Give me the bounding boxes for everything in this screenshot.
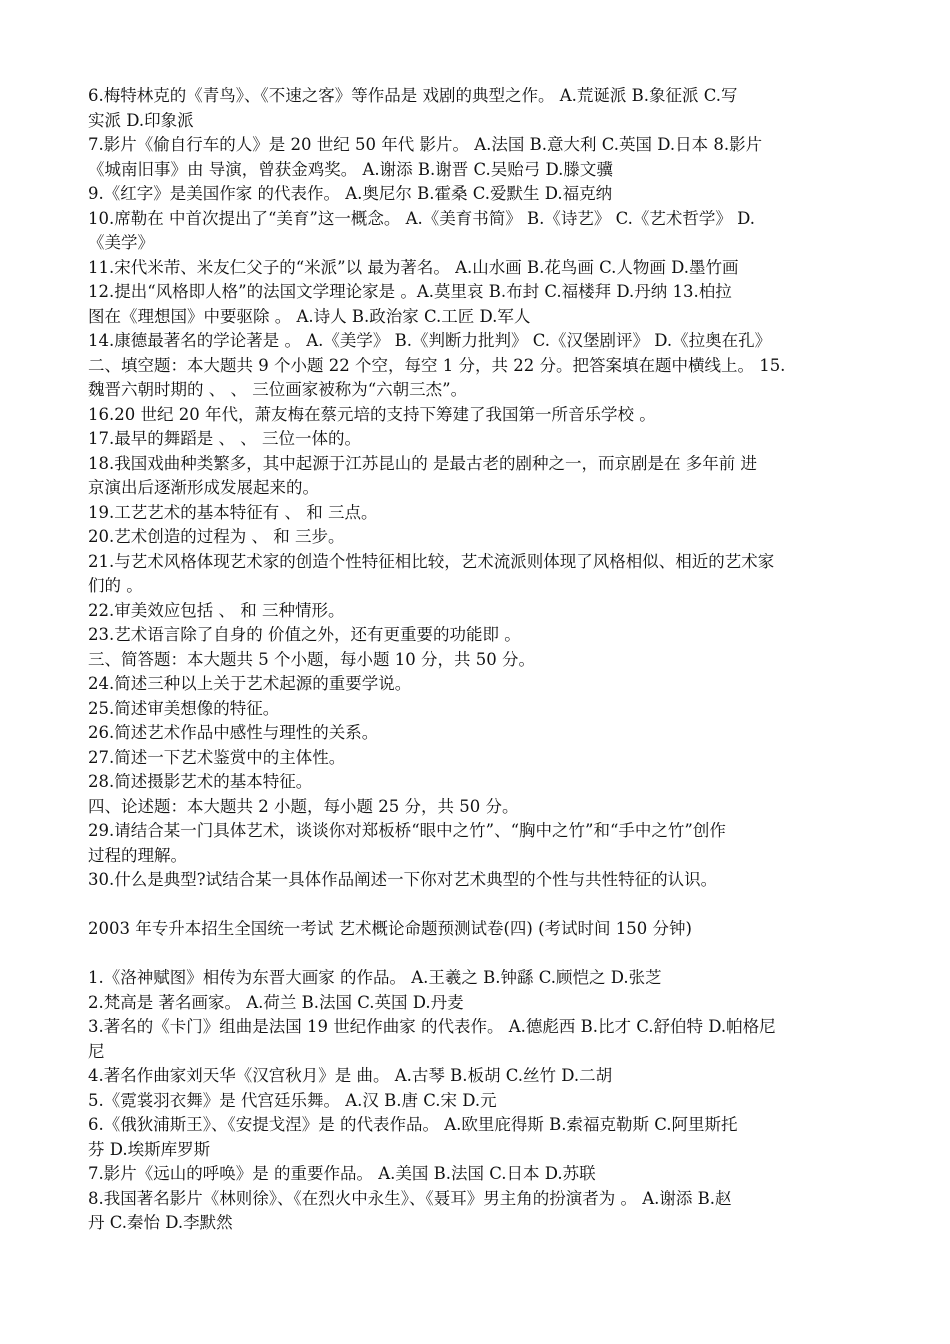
text-line: 《美学》	[88, 233, 154, 252]
text-line: 26.简述艺术作品中感性与理性的关系。	[88, 723, 379, 742]
text-line: 28.简述摄影艺术的基本特征。	[88, 772, 313, 791]
text-line: 27.简述一下艺术鉴赏中的主体性。	[88, 747, 346, 767]
text-line: 图在《理想国》中要驱除 。 A.诗人 B.政治家 C.工匠 D.军人	[88, 306, 531, 326]
text-line: 5.《霓裳羽衣舞》是 代宫廷乐舞。 A.汉 B.唐 C.宋 D.元	[88, 1090, 497, 1110]
text-line: 11.宋代米芾、米友仁父子的“米派”以 最为著名。 A.山水画 B.花鸟画 C.人物画 D.墨竹画	[88, 257, 739, 277]
text-line: 尼	[88, 1041, 105, 1061]
exam-title: 2003 年专升本招生全国统一考试 艺术概论命题预测试卷(四) (考试时间 150 分钟)	[88, 919, 692, 938]
text-line: 14.康德最著名的学论著是 。 A.《美学》 B.《判断力批判》 C.《汉堡剧评》 D.《拉奥在孔》	[88, 331, 772, 350]
text-line: 1.《洛神赋图》相传为东晋大画家 的作品。 A.王羲之 B.钟繇 C.顾恺之 D.张芝	[88, 968, 662, 987]
text-line: 芬 D.埃斯库罗斯	[88, 1139, 211, 1159]
text-line: 10.席勒在 中首次提出了“美育”这一概念。 A.《美育书简》 B.《诗艺》 C.《艺术哲学》 D.	[88, 208, 756, 228]
text-line: 过程的理解。	[88, 845, 187, 865]
text-line: 18.我国戏曲种类繁多，其中起源于江苏昆山的 是最古老的剧种之一，而京剧是在 多年前 进	[88, 453, 757, 473]
exam-questions-part2	[88, 966, 880, 1236]
text-line: 19.工艺艺术的基本特征有 、 和 三点。	[88, 502, 378, 522]
text-line: 24.简述三种以上关于艺术起源的重要学说。	[88, 674, 412, 693]
text-line: 实派 D.印象派	[88, 110, 194, 130]
text-line: 《城南旧事》由 导演，曾获金鸡奖。 A.谢添 B.谢晋 C.吴贻弓 D.滕文骥	[88, 159, 613, 179]
section-heading: 三、简答题：本大题共 5 个小题，每小题 10 分，共 50 分。	[88, 649, 535, 669]
text-line: 4.著名作曲家刘天华《汉宫秋月》是 曲。 A.古琴 B.板胡 C.丝竹 D.二胡	[88, 1066, 613, 1085]
text-line: 21.与艺术风格体现艺术家的创造个性特征相比较，艺术流派则体现了风格相似、相近的艺术家	[88, 551, 775, 571]
text-line: 魏晋六朝时期的 、 、 三位画家被称为“六朝三杰”。	[88, 380, 468, 399]
text-line: 22.审美效应包括 、 和 三种情形。	[88, 600, 345, 620]
text-line: 12.提出“风格即人格”的法国文学理论家是 。A.莫里哀 B.布封 C.福楼拜 D.丹纳 13.柏拉	[88, 282, 732, 301]
text-line: 17.最早的舞蹈是 、 、 三位一体的。	[88, 429, 361, 448]
text-line: 29.请结合某一门具体艺术，谈谈你对郑板桥“眼中之竹”、“胸中之竹”和“手中之竹”创作	[88, 821, 726, 840]
text-line: 20.艺术创造的过程为 、 和 三步。	[88, 527, 345, 546]
blank-spacer	[88, 942, 880, 967]
text-line: 7.影片《偷自行车的人》是 20 世纪 50 年代 影片。 A.法国 B.意大利 C.英国 D.日本 8.影片	[88, 135, 763, 154]
section-heading: 四、论述题：本大题共 2 小题，每小题 25 分，共 50 分。	[88, 796, 519, 816]
text-line: 30.什么是典型?试结合某一具体作品阐述一下你对艺术典型的个性与共性特征的认识。	[88, 870, 718, 889]
text-line: 23.艺术语言除了自身的 价值之外，还有更重要的功能即 。	[88, 625, 521, 644]
blank-spacer	[88, 893, 880, 918]
section-heading: 二、填空题：本大题共 9 个小题 22 个空，每空 1 分，共 22 分。把答案填在题中横线上。 15.	[88, 355, 786, 375]
text-line: 京演出后逐渐形成发展起来的。	[88, 478, 319, 497]
text-line: 6.梅特林克的《青鸟》、《不速之客》等作品是 戏剧的典型之作。 A.荒诞派 B.象征派 C.写	[88, 86, 738, 105]
text-line: 7.影片《远山的呼唤》是 的重要作品。 A.美国 B.法国 C.日本 D.苏联	[88, 1164, 596, 1183]
text-line: 8.我国著名影片《林则徐》、《在烈火中永生》、《聂耳》男主角的扮演者为 。 A.谢添 B.赵	[88, 1188, 732, 1208]
text-line: 2.梵高是 著名画家。 A.荷兰 B.法国 C.英国 D.丹麦	[88, 992, 464, 1012]
text-line: 6.《俄狄浦斯王》、《安提戈涅》是 的代表作品。 A.欧里庇得斯 B.索福克勒斯 C.阿里斯托	[88, 1115, 738, 1134]
text-line: 们的 。	[88, 576, 143, 595]
text-line: 丹 C.秦怡 D.李默然	[88, 1213, 233, 1232]
text-line: 25.简述审美想像的特征。	[88, 698, 280, 718]
exam-questions-part1	[88, 84, 880, 893]
text-line: 16.20 世纪 20 年代，萧友梅在蔡元培的支持下筹建了我国第一所音乐学校 。	[88, 404, 656, 424]
text-line: 9.《红字》是美国作家 的代表作。 A.奥尼尔 B.霍桑 C.爱默生 D.福克纳	[88, 184, 613, 203]
text-line: 3.著名的《卡门》组曲是法国 19 世纪作曲家 的代表作。 A.德彪西 B.比才 C.舒伯特 D.帕格尼	[88, 1017, 776, 1036]
